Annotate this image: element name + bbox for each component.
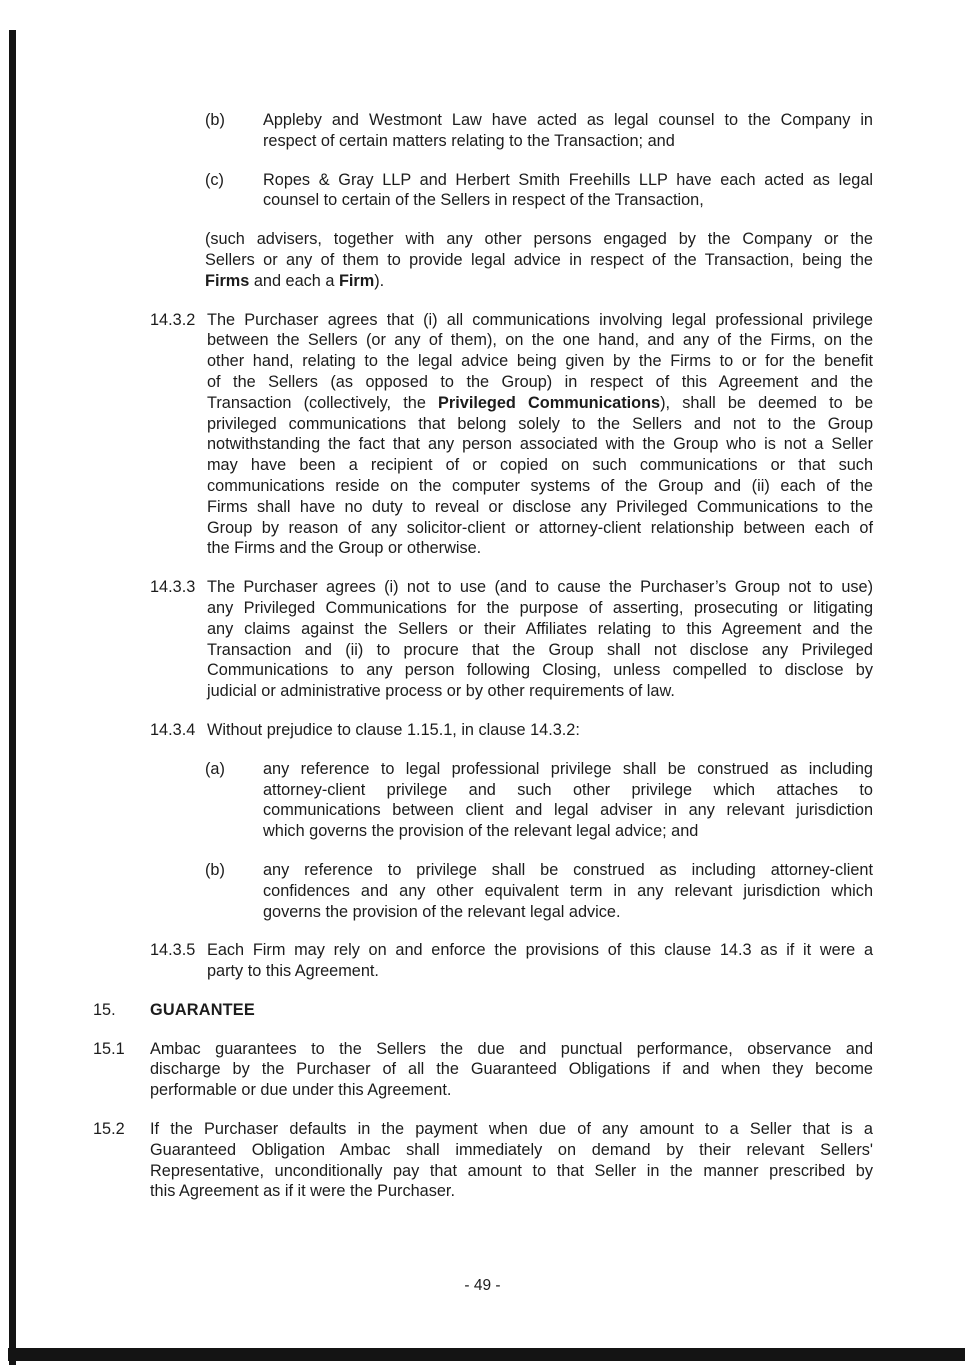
- note-firms-definition-text: [205, 229, 873, 291]
- text-line: Representative, unconditionally pay that amount to that Seller in the manner prescribed by: [150, 1161, 873, 1180]
- text-line: privileged communications that belong solely to the Sellers and not to the Group: [207, 414, 873, 433]
- clause-14-3-4-text: [207, 720, 873, 741]
- text-line: The Purchaser agrees (i) not to use (and to cause the Purchaser’s Group not to use): [207, 578, 873, 597]
- text-line: GUARANTEE: [150, 1000, 255, 1019]
- clause-14-3-2: [150, 310, 965, 560]
- clause-14-3-5-number: 14.3.5: [150, 941, 196, 960]
- list-item-b-privilege-construed-text: [263, 860, 873, 922]
- scan-artifact-bottom-edge: [8, 1348, 965, 1361]
- list-item-c-counsel-sellers: [205, 170, 965, 212]
- text-line: any reference to privilege shall be construed as including attorney-client: [263, 860, 873, 879]
- text-line: counsel to certain of the Sellers in respect of the Transaction,: [263, 191, 704, 210]
- text-line: any reference to legal professional privilege shall be construed as including: [263, 759, 873, 778]
- text-line: any claims against the Sellers or their Affiliates relating to this Agreement and the: [207, 619, 873, 638]
- text-line: Each Firm may rely on and enforce the provisions of this clause 14.3 as if it were a: [207, 941, 873, 960]
- text-line: Guaranteed Obligation Ambac shall immediately on demand by their relevant Sellers': [150, 1140, 873, 1159]
- text-line: which governs the provision of the relevant legal advice; and: [263, 822, 699, 841]
- text-line: performable or due under this Agreement.: [150, 1081, 452, 1100]
- text-line: Appleby and Westmont Law have acted as legal counsel to the Company in: [263, 111, 873, 129]
- clause-14-3-2-text: [207, 310, 873, 560]
- clause-14-3-3-number: 14.3.3: [150, 578, 196, 597]
- text-line: may have been a recipient of or copied on such communications or that such: [207, 456, 873, 475]
- clause-15-1: [93, 1039, 965, 1101]
- list-item-c-counsel-sellers-text: [263, 170, 873, 212]
- text-line: respect of certain matters relating to the Transaction; and: [263, 131, 675, 150]
- text-line: this Agreement as if it were the Purchaser.: [150, 1182, 455, 1201]
- text-line: between the Sellers (or any of them), on the one hand, and any of the Firms, on the: [207, 331, 873, 350]
- list-item-c-counsel-sellers-number: (c): [205, 170, 224, 189]
- list-item-b-counsel-company: [205, 110, 965, 152]
- clause-14-3-5-text: [207, 940, 873, 982]
- text-line: Transaction and (ii) to procure that the Group shall not disclose any Privileged: [207, 640, 873, 659]
- heading-15-guarantee: [93, 1000, 965, 1021]
- clause-15-1-text: [150, 1039, 873, 1101]
- text-line: Sellers or any of them to provide legal advice in respect of the Transaction, being the: [205, 250, 873, 269]
- text-line: Transaction (collectively, the Privileged Communications), shall be deemed to be: [207, 393, 873, 412]
- text-line: If the Purchaser defaults in the payment when due of any amount to a Seller that is a: [150, 1120, 873, 1139]
- text-line: any Privileged Communications for the purpose of asserting, prosecuting or litigating: [207, 598, 873, 617]
- list-item-a-legal-professional-privilege-text: [263, 759, 873, 842]
- text-line: Without prejudice to clause 1.15.1, in clause 14.3.2:: [207, 720, 580, 739]
- clause-14-3-4: [150, 720, 965, 741]
- text-line: discharge by the Purchaser of all the Guaranteed Obligations if and when they become: [150, 1060, 873, 1079]
- text-line: Ropes & Gray LLP and Herbert Smith Freehills LLP have each acted as legal: [263, 170, 873, 189]
- text-line: communications between client and legal adviser in any relevant jurisdiction: [263, 801, 873, 820]
- text-line: the Firms and the Group or otherwise.: [207, 539, 482, 558]
- clause-15-2-text: [150, 1119, 873, 1202]
- text-line: communications reside on the computer systems of the Group and (ii) each of the: [207, 476, 873, 495]
- list-item-b-counsel-company-number: (b): [205, 111, 225, 129]
- text-line: other hand, relating to the legal advice being given by the Firms to or for the benefit: [207, 352, 873, 371]
- text-line: Group by reason of any solicitor-client or attorney-client relationship between each of: [207, 518, 873, 537]
- heading-15-guarantee-text: [150, 1000, 873, 1021]
- note-firms-definition: [205, 229, 965, 291]
- clause-14-3-3-text: [207, 577, 873, 702]
- clause-14-3-4-number: 14.3.4: [150, 720, 196, 739]
- page-number: - 49 -: [464, 1277, 501, 1294]
- text-line: party to this Agreement.: [207, 962, 379, 981]
- heading-15-guarantee-number: 15.: [93, 1000, 116, 1019]
- text-line: confidences and any other equivalent term in any relevant jurisdiction which: [263, 881, 873, 900]
- text-line: attorney-client privilege and such other privilege which attaches to: [263, 780, 873, 799]
- text-line: Firms shall have no duty to reveal or disclose any Privileged Communications to the: [207, 497, 873, 516]
- text-line: governs the provision of the relevant legal advice.: [263, 902, 621, 921]
- clause-15-2: [93, 1119, 965, 1202]
- list-item-a-legal-professional-privilege: [205, 759, 965, 842]
- contract-body: [0, 110, 965, 1220]
- text-line: of the Sellers (as opposed to the Group) in respect of this Agreement and the: [207, 372, 873, 391]
- text-line: Communications to any person following Closing, unless compelled to disclose by: [207, 661, 873, 680]
- text-line: (such advisers, together with any other persons engaged by the Company or the: [205, 230, 873, 249]
- list-item-a-legal-professional-privilege-number: (a): [205, 759, 225, 778]
- text-line: notwithstanding the fact that any person associated with the Group who is not a Seller: [207, 435, 873, 454]
- list-item-b-privilege-construed: [205, 860, 965, 922]
- clause-14-3-2-number: 14.3.2: [150, 310, 196, 329]
- clause-15-2-number: 15.2: [93, 1120, 125, 1139]
- text-line: judicial or administrative process or by other requirements of law.: [207, 682, 675, 701]
- text-line: Ambac guarantees to the Sellers the due and punctual performance, observance and: [150, 1039, 873, 1058]
- clause-14-3-5: [150, 940, 965, 982]
- text-line: Firms and each a Firm).: [205, 271, 385, 290]
- text-line: The Purchaser agrees that (i) all communications involving legal professional privilege: [207, 310, 873, 329]
- clause-14-3-3: [150, 577, 965, 702]
- clause-15-1-number: 15.1: [93, 1039, 125, 1058]
- list-item-b-counsel-company-text: [263, 110, 873, 152]
- list-item-b-privilege-construed-number: (b): [205, 860, 225, 879]
